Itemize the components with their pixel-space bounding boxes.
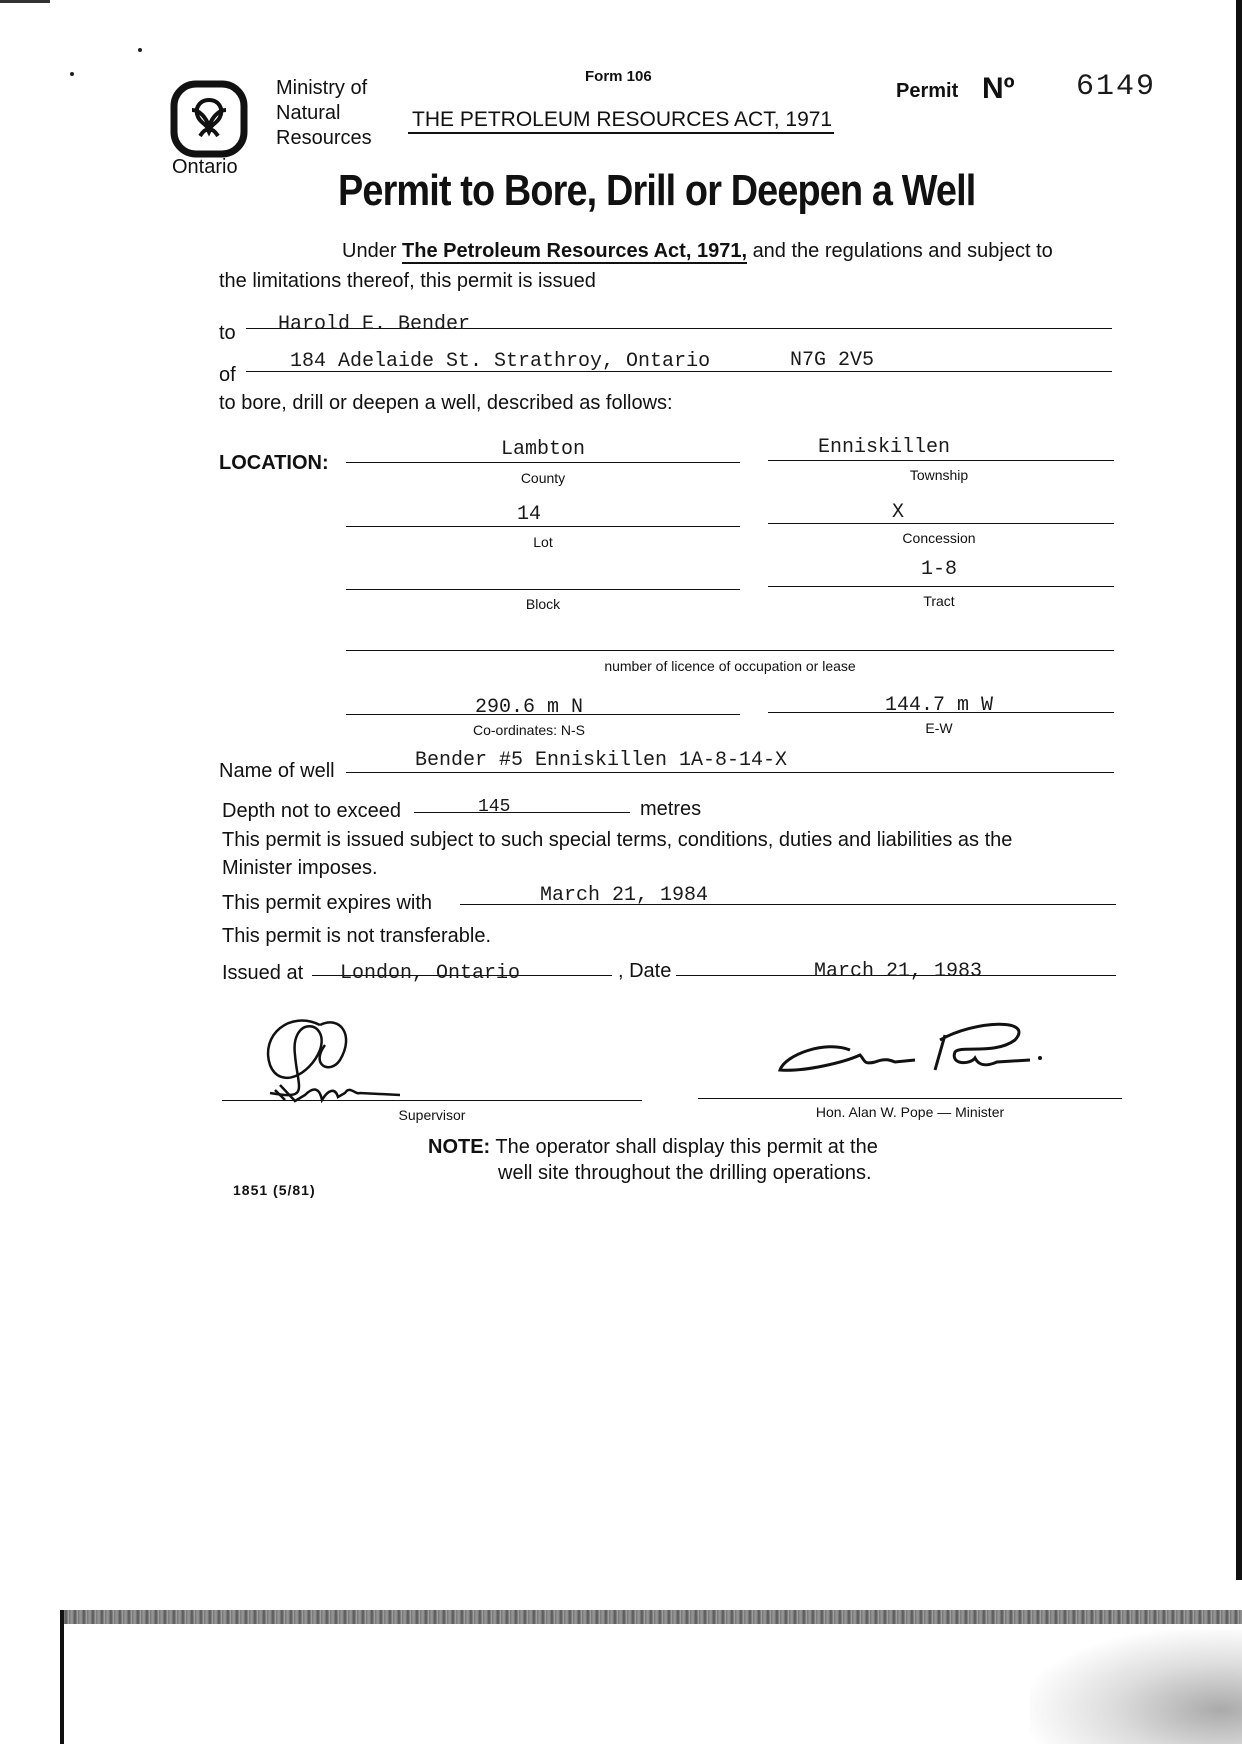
recipient-postal-code: N7G 2V5 <box>790 349 875 372</box>
issued-at-label: Issued at <box>222 962 304 984</box>
note-line-2: well site throughout the drilling operations. <box>498 1162 872 1184</box>
lot-caption: Lot <box>533 534 553 550</box>
coord-ew-caption: E-W <box>925 720 953 736</box>
recipient-address: 184 Adelaide St. Strathroy, Ontario <box>290 350 711 373</box>
form-number: Form 106 <box>585 68 652 85</box>
date-value: March 21, 1983 <box>814 960 983 983</box>
lot-value: 14 <box>516 503 541 526</box>
ontario-trillium-logo <box>170 80 248 158</box>
block-line <box>346 589 740 590</box>
act-title: THE PETROLEUM RESOURCES ACT, 1971 <box>412 108 833 131</box>
location-label: LOCATION: <box>219 452 329 474</box>
county-value: Lambton <box>500 438 585 461</box>
act-title-underline <box>408 132 834 134</box>
licence-caption: number of licence of occupation or lease <box>604 658 856 674</box>
expires-label: This permit expires with <box>222 892 433 914</box>
trillium-icon <box>170 80 248 158</box>
number-symbol: Nº <box>982 72 1015 105</box>
coord-ew-value: 144.7 m W <box>884 694 994 717</box>
well-name-label: Name of well <box>219 760 335 782</box>
supervisor-signature <box>250 1005 450 1115</box>
county-caption: County <box>520 470 566 486</box>
province-label: Ontario <box>172 156 238 178</box>
block-caption: Block <box>525 596 561 612</box>
tract-line <box>768 586 1114 587</box>
conditions-line-1: This permit is issued subject to such special terms, conditions, duties and liabilities as the <box>222 829 1013 851</box>
minister-line <box>698 1098 1122 1099</box>
ministry-line-1: Ministry of <box>276 77 368 99</box>
form-code: 1851 (5/81) <box>233 1182 316 1198</box>
well-name-line <box>346 772 1114 773</box>
depth-unit: metres <box>640 798 702 820</box>
township-caption: Township <box>909 467 969 483</box>
coord-ns-caption: Co-ordinates: N-S <box>472 722 586 738</box>
supervisor-line <box>222 1100 642 1101</box>
date-label: , Date <box>618 960 672 982</box>
of-label: of <box>219 364 236 386</box>
note-label: NOTE: <box>428 1136 491 1158</box>
scan-noise-corner <box>1030 1630 1242 1744</box>
concession-caption: Concession <box>902 530 976 546</box>
tract-value: 1-8 <box>920 558 957 581</box>
depth-line <box>414 812 630 813</box>
note-text-1: The operator shall display this permit at the <box>495 1136 878 1158</box>
scan-dot <box>70 72 74 76</box>
concession-value: X <box>891 501 904 524</box>
expires-value: March 21, 1984 <box>540 884 709 907</box>
page-title: Permit to Bore, Drill or Deepen a Well <box>338 166 976 215</box>
intro-line-1 <box>342 240 1053 263</box>
scan-left-edge <box>60 1610 64 1744</box>
intro-act-name: The Petroleum Resources Act, 1971, <box>402 240 747 262</box>
scan-dot <box>138 48 142 52</box>
depth-value: 145 <box>478 797 511 817</box>
supervisor-caption: Supervisor <box>398 1107 466 1123</box>
intro-suffix: and the regulations and subject to <box>752 240 1053 262</box>
licence-line <box>346 650 1114 651</box>
recipient-name: Harold E. Bender <box>278 313 471 336</box>
signature-scribble-icon <box>250 1005 450 1115</box>
minister-signature <box>775 1010 1055 1090</box>
scan-bottom-band <box>60 1610 1242 1624</box>
intro-line-2: the limitations thereof, this permit is issued <box>219 270 596 292</box>
to-label: to <box>219 322 236 344</box>
note-line-1 <box>428 1136 878 1159</box>
ministry-line-2: Natural <box>276 102 341 124</box>
ministry-name <box>276 76 372 151</box>
permit-number: 6149 <box>1076 70 1157 104</box>
township-line <box>768 460 1114 461</box>
issued-at-value: London, Ontario <box>340 962 521 985</box>
permit-label: Permit <box>896 80 959 102</box>
not-transferable: This permit is not transferable. <box>222 925 491 947</box>
conditions-line-2: Minister imposes. <box>222 857 378 879</box>
minister-caption: Hon. Alan W. Pope — Minister <box>815 1104 1005 1120</box>
scan-edge-mark <box>0 0 50 3</box>
coord-ns-value: 290.6 m N <box>474 696 584 719</box>
lot-line <box>346 526 740 527</box>
intro-prefix: Under <box>342 240 397 262</box>
ministry-line-3: Resources <box>276 127 372 149</box>
signature-scribble-icon <box>775 1010 1055 1090</box>
township-value: Enniskillen <box>817 436 951 459</box>
scan-right-edge <box>1236 0 1242 1580</box>
well-name-value: Bender #5 Enniskillen 1A-8-14-X <box>415 749 788 772</box>
depth-label: Depth not to exceed <box>222 800 402 822</box>
tract-caption: Tract <box>923 593 955 609</box>
purpose-text: to bore, drill or deepen a well, described as follows: <box>219 392 673 414</box>
county-line <box>346 462 740 463</box>
